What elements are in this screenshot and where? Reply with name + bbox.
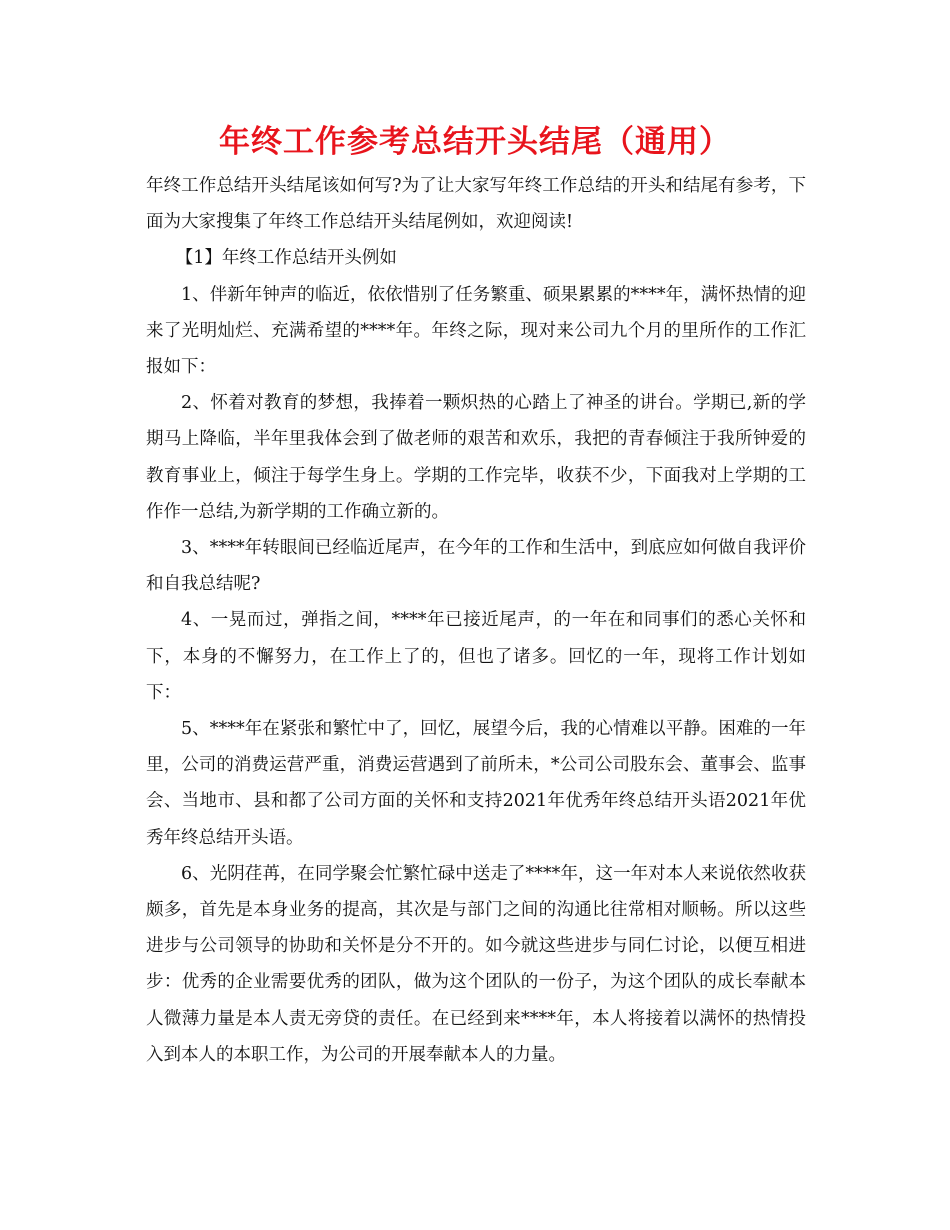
paragraph-4: 4、一晃而过，弹指之间，****年已接近尾声，的一年在和同事们的悉心关怀和下，本身的不懈努力，在工作上了的，但也了诸多。回忆的一年，现将工作计划如下： (146, 610, 806, 703)
paragraph-6: 6、光阴荏苒，在同学聚会忙繁忙碌中送走了****年，这一年对本人来说依然收获颇多，首先是本身业务的提高，其次是与部门之间的沟通比往常相对顺畅。所以这些进步与公司领导的协助和关怀是分不开的。如今就这些进步与同仁讨论，以便互相进步：优秀的企业需要优秀的团队，做为这个团队的一份子，为这个团队的成长奉献本人微薄力量是本人责无旁贷的责任。在已经到来****年，本人将接着以满怀的热情投入到本人的本职工作，为公司的开展奉献本人的力量。 (146, 863, 806, 1065)
document-title: 年终工作参考总结开头结尾（通用） (219, 124, 731, 160)
intro-paragraph: 年终工作总结开头结尾该如何写?为了让大家写年终工作总结的开头和结尾有参考，下面为大家搜集了年终工作总结开头结尾例如，欢迎阅读! (146, 176, 806, 233)
paragraph-5: 5、****年在紧张和繁忙中了，回忆，展望今后，我的心情难以平静。困难的一年里，公司的消费运营严重，消费运营遇到了前所未，*公司公司股东会、董事会、监事会、当地市、县和都了公司方面的关怀和支持2021年优秀年终总结开头语2021年优秀年终总结开头语。 (146, 719, 806, 848)
section-heading: 【1】年终工作总结开头例如 (175, 248, 397, 269)
paragraph-2: 2、怀着对教育的梦想，我捧着一颗炽热的心踏上了神圣的讲台。学期已,新的学期马上降临，半年里我体会到了做老师的艰苦和欢乐，我把的青春倾注于我所钟爱的教育事业上，倾注于每学生身上。学期的工作完毕，收获不少，下面我对上学期的工作作一总结,为新学期的工作确立新的。 (146, 393, 806, 522)
paragraph-1: 1、伴新年钟声的临近，依依惜别了任务繁重、硕果累累的****年，满怀热情的迎来了光明灿烂、充满希望的****年。年终之际，现对来公司九个月的里所作的工作汇报如下： (146, 284, 806, 378)
paragraph-3: 3、****年转眼间已经临近尾声，在今年的工作和生活中，到底应如何做自我评价和自我总结呢? (146, 538, 806, 595)
document-body (146, 168, 806, 1073)
